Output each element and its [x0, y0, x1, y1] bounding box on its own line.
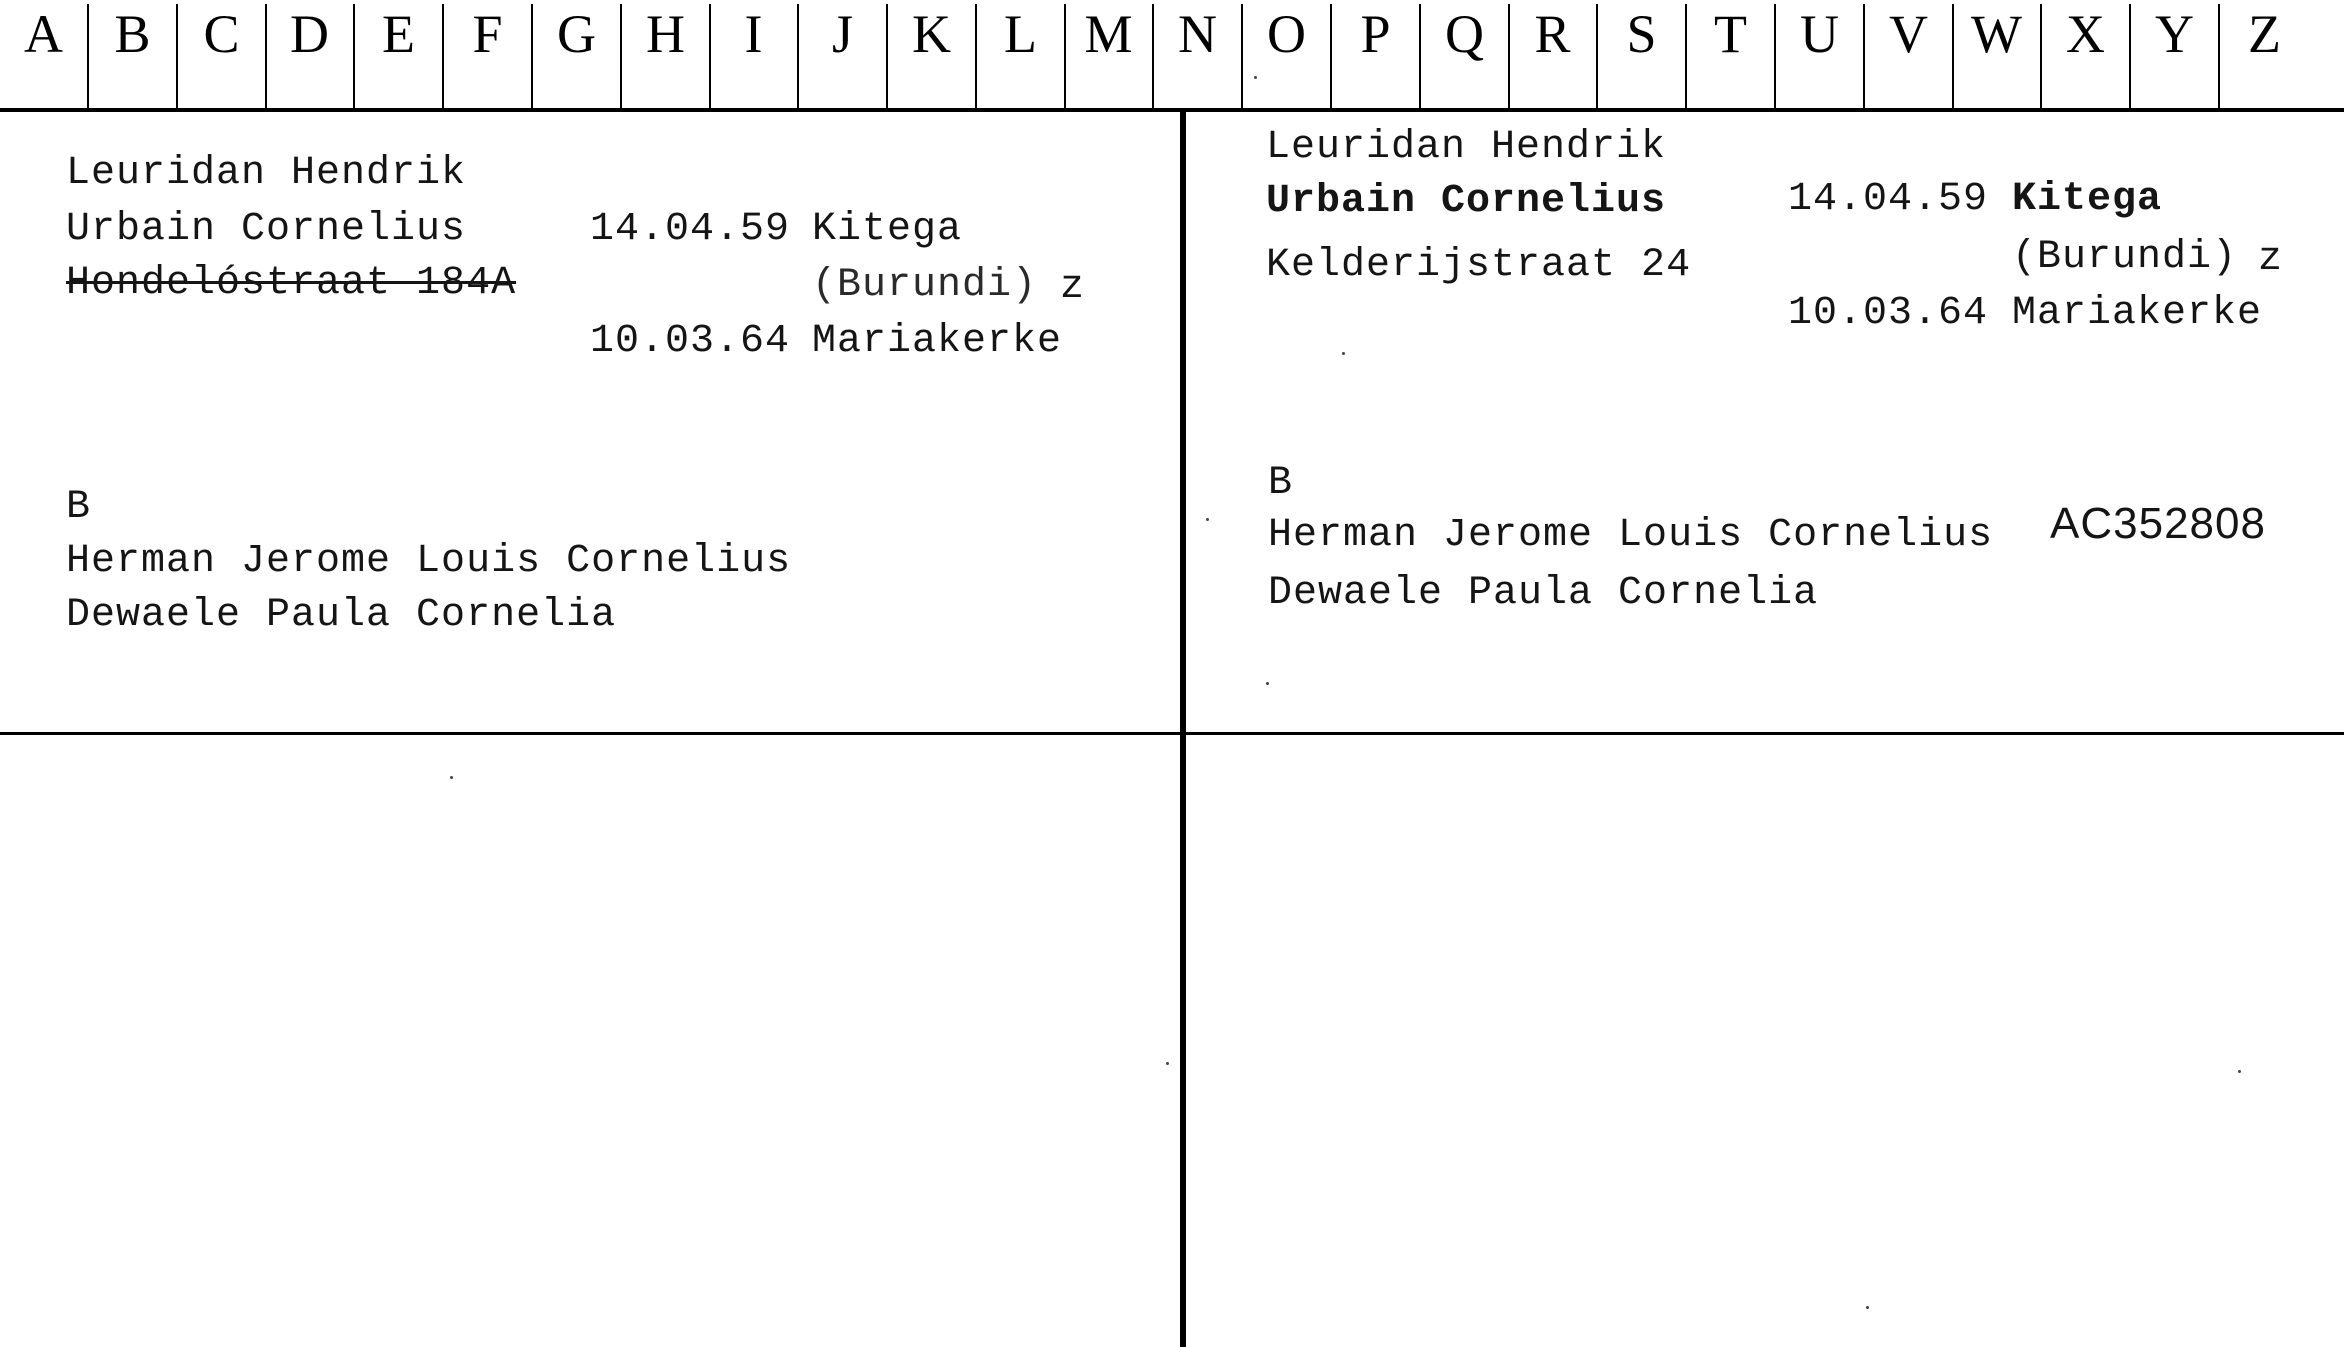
right-second-place: Mariakerke [2012, 291, 2263, 336]
right-reference-code: AC352808 [2050, 499, 2266, 548]
index-letter-y: Y [2131, 4, 2220, 108]
right-birth-place: Kitega [2012, 177, 2163, 222]
left-parent2: Dewaele Paula Cornelia [66, 593, 617, 638]
scan-speck [1866, 1306, 1869, 1309]
index-letter-m: M [1065, 4, 1154, 108]
index-letter-u: U [1776, 4, 1865, 108]
index-letter-t: T [1687, 4, 1776, 108]
left-parent1: Herman Jerome Louis Cornelius [66, 539, 792, 584]
right-birth-country: (Burundi) [2012, 235, 2238, 280]
index-letter-b: B [89, 4, 178, 108]
left-second-place: Mariakerke [812, 319, 1063, 364]
index-letter-r: R [1509, 4, 1598, 108]
left-address-struck: Hondelóstraat 184A [66, 261, 517, 306]
right-address: Kelderijstraat 24 [1266, 243, 1692, 288]
right-name-line1: Leuridan Hendrik [1266, 125, 1667, 170]
index-letter-z: Z [2248, 4, 2281, 64]
right-sex: z [2258, 237, 2284, 282]
index-letter-f: F [444, 4, 533, 108]
scan-speck [1254, 76, 1257, 79]
right-second-date: 10.03.64 [1788, 291, 1989, 336]
right-birth-date: 14.04.59 [1788, 177, 1989, 222]
right-section-letter: B [1268, 461, 1294, 506]
index-letter-p: P [1332, 4, 1421, 108]
scan-speck [450, 776, 453, 779]
left-birth-place: Kitega [812, 207, 963, 252]
index-letter-s: S [1598, 4, 1687, 108]
index-letter-x: X [2042, 4, 2131, 108]
index-letter-h: H [622, 4, 711, 108]
card-vertical-divider [1180, 112, 1186, 1347]
index-letter-w: W [1953, 4, 2042, 108]
right-parent1: Herman Jerome Louis Cornelius [1268, 513, 1994, 558]
index-letter-c: C [178, 4, 267, 108]
scan-speck [2238, 1070, 2241, 1073]
left-birth-date: 14.04.59 [590, 207, 791, 252]
left-name-line1: Leuridan Hendrik [66, 151, 467, 196]
index-letter-e: E [355, 4, 444, 108]
scan-speck [1342, 352, 1345, 355]
index-letter-n: N [1154, 4, 1243, 108]
right-parent2: Dewaele Paula Cornelia [1268, 571, 1819, 616]
left-card-bottom-rule [0, 732, 1180, 735]
index-letter-i: I [710, 4, 799, 108]
left-second-date: 10.03.64 [590, 319, 791, 364]
index-letter-d: D [266, 4, 355, 108]
scan-speck [1166, 1062, 1169, 1065]
scan-speck [1266, 682, 1269, 685]
index-letter-o: O [1243, 4, 1332, 108]
index-letter-k: K [888, 4, 977, 108]
left-name-line2: Urbain Cornelius [66, 207, 467, 252]
index-letter-l: L [977, 4, 1066, 108]
left-sex: z [1060, 265, 1086, 310]
index-letter-v: V [1865, 4, 1954, 108]
left-section-letter: B [66, 485, 92, 530]
index-letter-j: J [799, 4, 888, 108]
left-birth-country: (Burundi) [812, 263, 1038, 308]
alphabet-index-ruler [0, 0, 2344, 112]
scan-speck [1206, 518, 1209, 521]
right-name-line2: Urbain Cornelius [1266, 179, 1667, 224]
index-letter-g: G [533, 4, 622, 108]
right-card-bottom-rule [1186, 732, 2344, 735]
index-letter-q: Q [1421, 4, 1510, 108]
index-letter-a: A [0, 4, 89, 108]
